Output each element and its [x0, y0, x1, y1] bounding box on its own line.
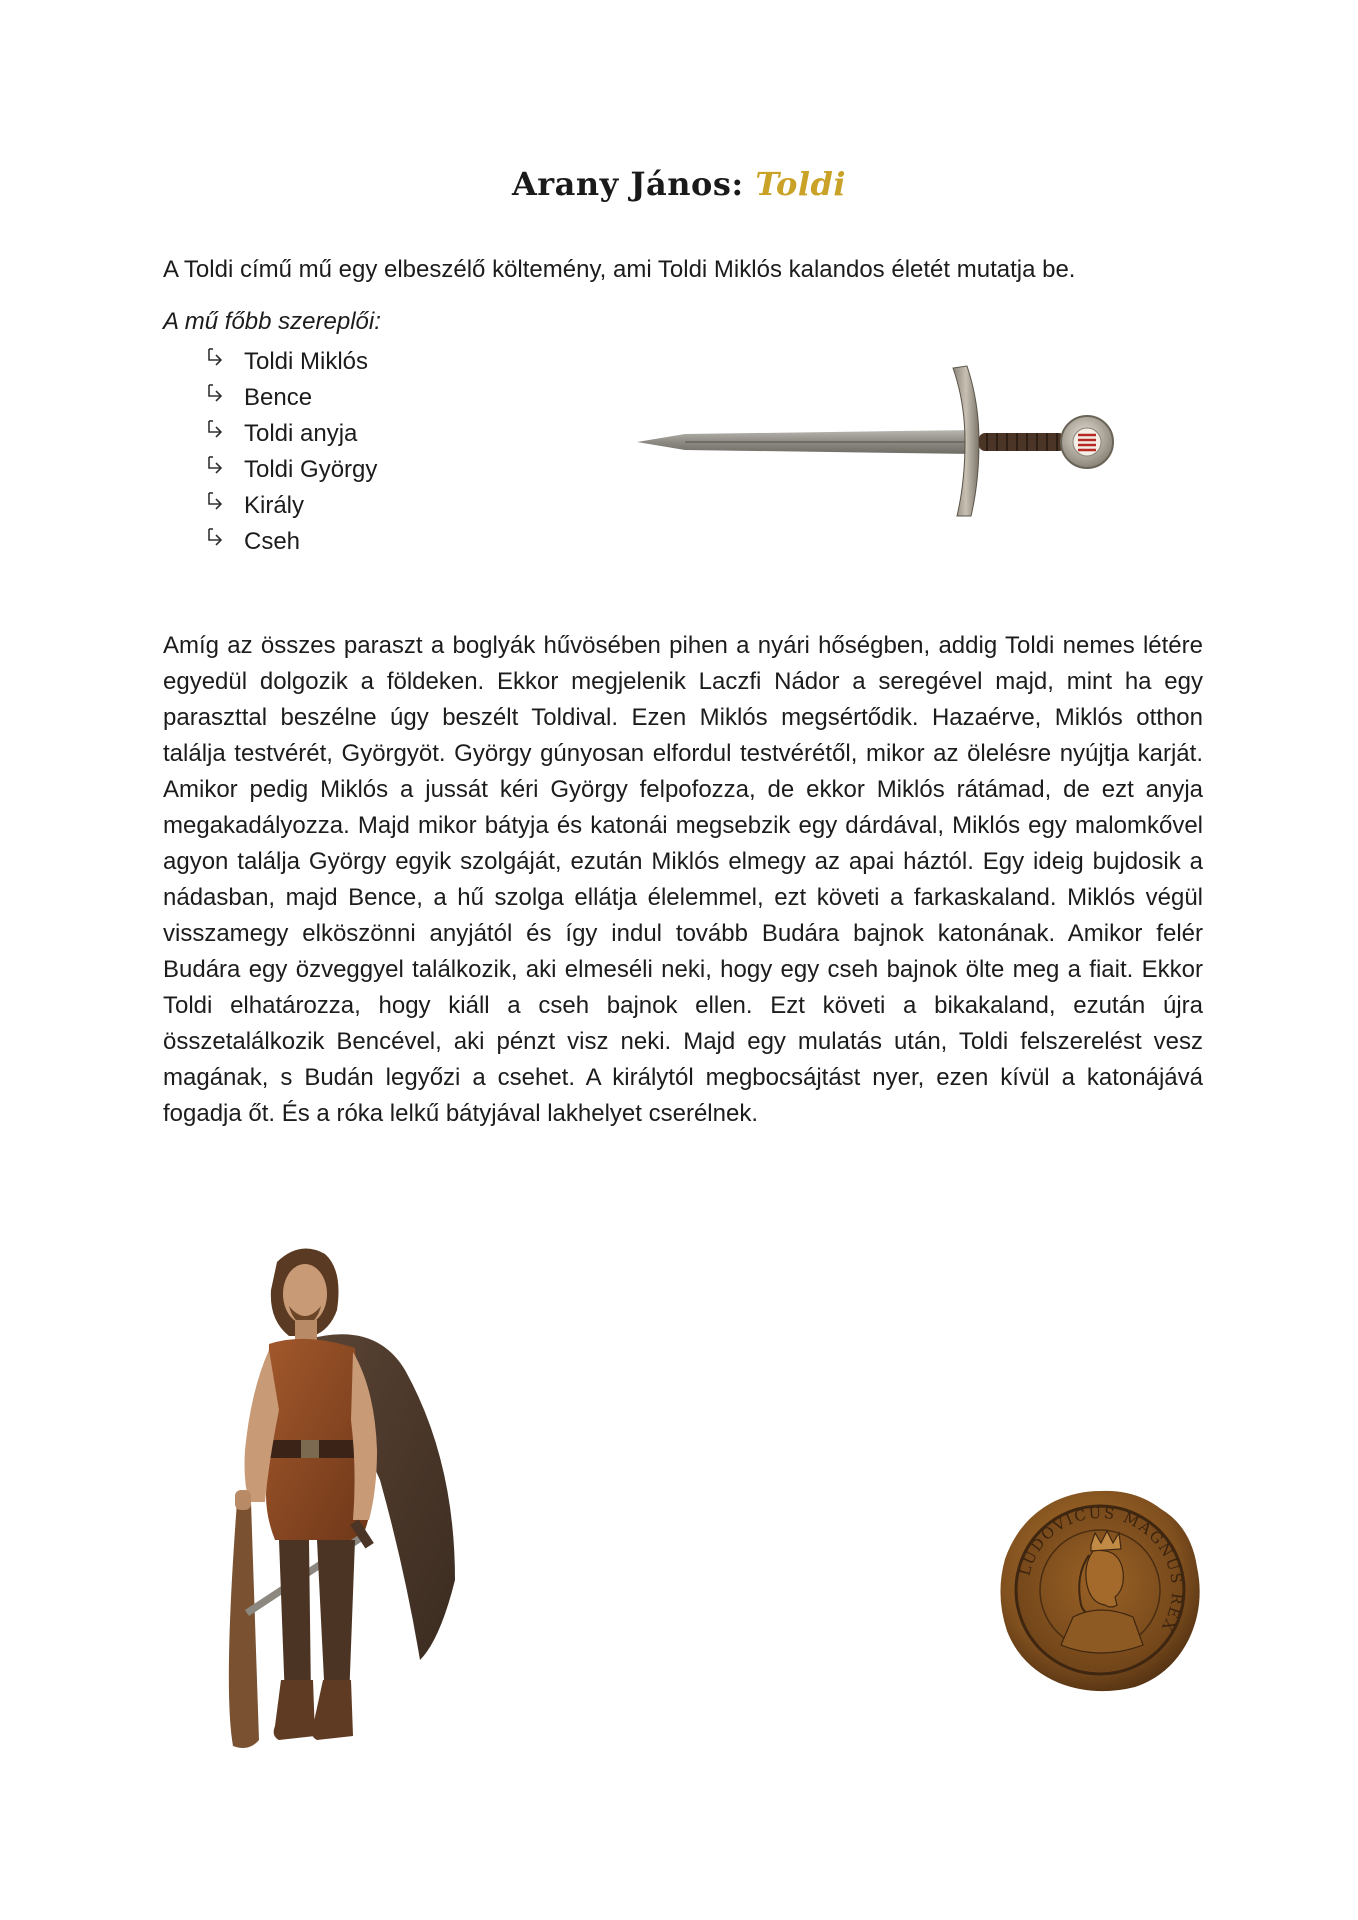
characters-list [204, 344, 377, 560]
list-item-label: Toldi Miklós [244, 348, 369, 375]
list-item [204, 524, 377, 560]
page-title [0, 165, 1358, 203]
list-item [204, 452, 377, 488]
list-item [204, 380, 377, 416]
list-item-label: Bence [244, 384, 313, 411]
summary-paragraph: Amíg az összes paraszt a boglyák hűvösében pihen a nyári hőségben, addig Toldi nemes létére egyedül dolgozik a földeken. Ekkor megjelenik Laczfi Nádor a seregével majd, mint ha egy paraszttal beszélne úgy beszélt Toldival. Ezen Miklós megsértődik. Hazaérve, Miklós otthon találja testvérét, Györgyöt. György gúnyosan elfordul testvérétől, mikor az ölelésre nyújtja karját. Amikor pedig Miklós a jussát kéri György felpofozza, de ekkor Miklós rátámad, de ezt anyja megakadályozza. Majd mikor bátyja és katonái megsebzik egy dárdával, Miklós egy malomkővel agyon találja György egyik szolgáját, ezután Miklós elmegy az apai háztól. Egy ideig bujdosik a nádasban, majd Bence, a hű szolga ellátja élelemmel, ezt követi a farkaskaland. Miklós végül visszamegy elköszönni anyjától és így indul tovább Budára bajnok katonának. Amikor felér Budára egy özveggyel találkozik, aki elmeséli neki, hogy egy cseh bajnok ölte meg a fiait. Ekkor Toldi elhatározza, hogy kiáll a cseh bajnok ellen. Ezt követi a bikakaland, ezután újra összetalálkozik Bencével, aki pénzt visz neki. Majd egy mulatás után, Toldi felszerelést vesz magának, s Budán legyőzi a csehet. A királytól megbocsájtást nyer, ezen kívül a katonájává fogadja őt. És a róka lelkű bátyjával lakhelyet cserélnek. [163, 632, 1203, 1127]
characters-heading: A mű főbb szereplői: [163, 308, 381, 335]
list-item-label: Cseh [244, 528, 301, 555]
warrior-illustration [205, 1240, 495, 1765]
hooked-arrow-icon [204, 416, 244, 452]
hooked-arrow-icon [204, 488, 244, 524]
seal-inscription: LUDOVICUS MAGNUS REX [1015, 1503, 1187, 1636]
list-item [204, 416, 377, 452]
hooked-arrow-icon [204, 452, 244, 488]
hooked-arrow-icon [204, 344, 244, 380]
title-work: Toldi [755, 165, 847, 203]
hooked-arrow-icon [204, 524, 244, 560]
title-author: Arany János: [511, 165, 744, 203]
list-item [204, 488, 377, 524]
intro-paragraph: A Toldi című mű egy elbeszélő költemény, ami Toldi Miklós kalandos életét mutatja be. [163, 256, 1076, 283]
list-item-label: Toldi György [244, 456, 378, 483]
wax-seal-illustration [995, 1485, 1205, 1700]
sword-illustration [635, 362, 1125, 527]
hooked-arrow-icon [204, 380, 244, 416]
list-item [204, 344, 377, 380]
list-item-label: Toldi anyja [244, 420, 358, 447]
list-item-label: Király [244, 492, 305, 519]
